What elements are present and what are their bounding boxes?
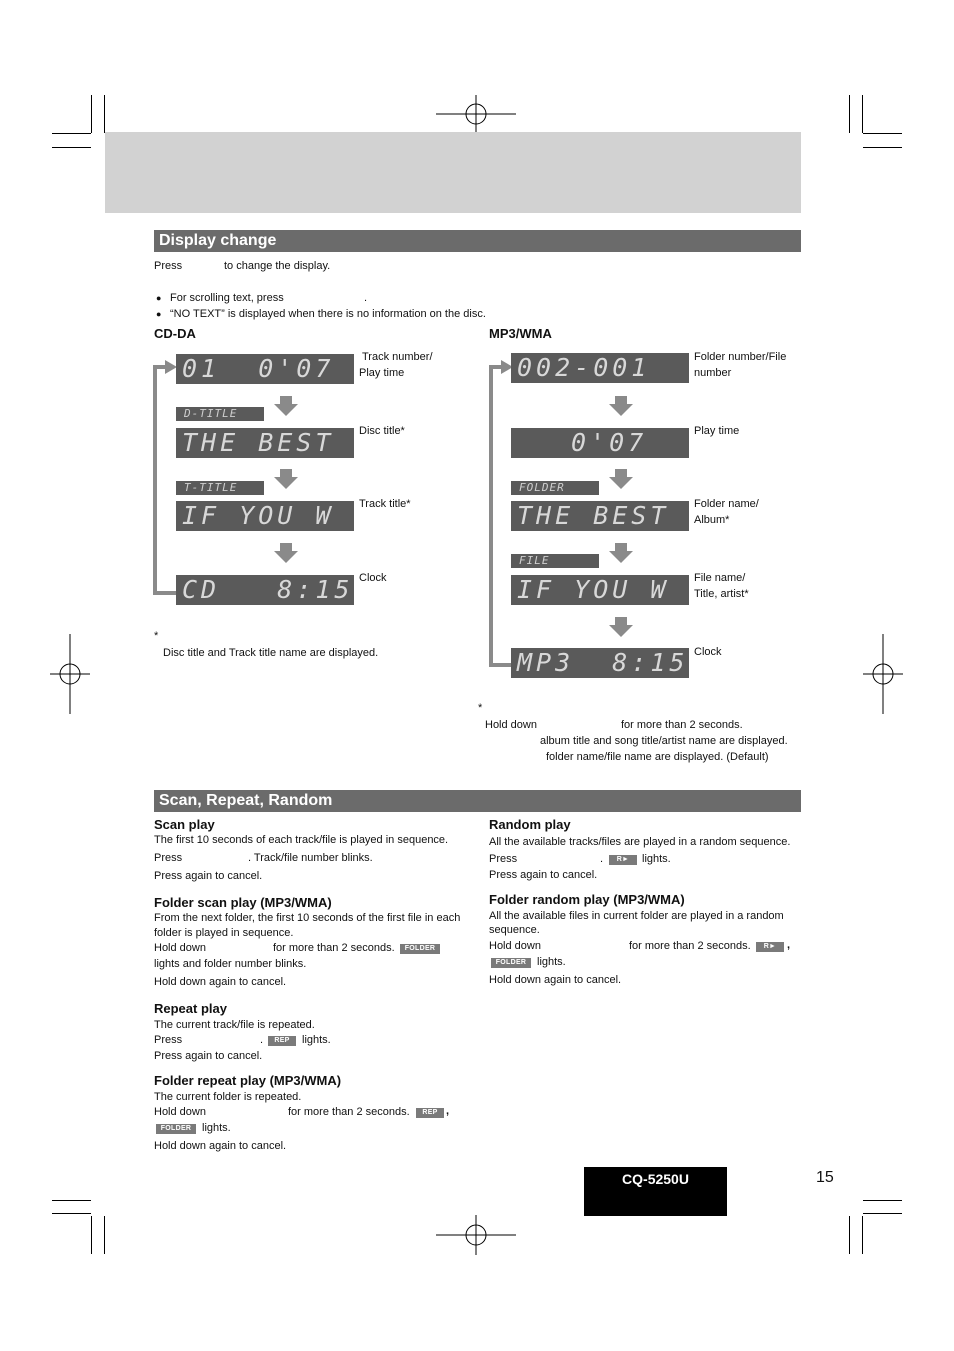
folder-random-text: Hold down again to cancel. [489,974,622,986]
crop-mark [863,147,902,148]
down-arrow-icon [609,396,633,416]
random-indicator-badge: R► [609,855,637,865]
press-text: Press [154,260,183,272]
mp3-label: MP3/WMA [489,326,552,341]
registration-mark-left [50,634,90,714]
crop-mark [849,95,850,133]
crop-mark [52,1200,91,1201]
bullet-scroll-text: For scrolling text, press [170,292,284,304]
footnote-text: Hold down [485,719,537,731]
lcd-tag: D-TITLE [176,407,264,421]
crop-mark [862,95,863,133]
crop-mark [863,133,902,134]
folder-random-text: , [787,939,791,951]
lcd-caption: Clock [359,572,387,584]
random-text: Press [489,853,518,865]
crop-mark [104,1216,105,1254]
lcd-caption: Folder number/File [694,351,787,363]
scan-text: Press again to cancel. [154,870,263,882]
heading-folder-repeat-play: Folder repeat play (MP3/WMA) [154,1073,342,1088]
mp3-loop-line [489,663,512,667]
lcd-caption: Disc title* [359,425,405,437]
folder-indicator-badge: FOLDER [400,944,440,954]
lcd-caption: Album* [694,514,730,526]
crop-mark [862,1216,863,1254]
folder-repeat-text: for more than 2 seconds. [288,1106,410,1118]
rep-indicator-badge: REP [268,1036,296,1046]
folder-indicator-badge: FOLDER [491,958,531,968]
folder-repeat-text: The current folder is repeated. [154,1091,302,1103]
registration-mark-right [863,634,903,714]
down-arrow-icon [609,543,633,563]
folder-scan-text: for more than 2 seconds. [273,942,395,954]
folder-random-text: lights. [537,956,566,968]
down-arrow-icon [274,543,298,563]
crop-mark [91,95,92,133]
lcd-caption: Clock [694,646,722,658]
page-number: 15 [816,1169,834,1186]
crop-mark [52,133,91,134]
bullet-scroll-end: . [364,292,368,304]
lcd-display: IF YOU W [511,575,689,605]
heading-folder-scan-play: Folder scan play (MP3/WMA) [154,895,332,910]
crop-mark [52,1213,91,1214]
bullet-icon: ● [156,293,162,303]
folder-scan-text: folder is played in sequence. [154,927,294,939]
repeat-text: The current track/file is repeated. [154,1019,315,1031]
folder-indicator-badge: FOLDER [156,1124,196,1134]
folder-random-text: sequence. [489,924,540,936]
crop-mark [104,95,105,133]
lcd-caption: Play time [359,367,405,379]
random-text: lights. [642,853,671,865]
repeat-text: Press [154,1034,183,1046]
mp3-loop-line [489,365,493,667]
folder-random-text: for more than 2 seconds. [629,940,751,952]
cdda-loop-line [153,365,157,595]
lcd-display: IF YOU W [176,501,354,531]
lcd-caption: Play time [694,425,740,437]
lcd-caption: Folder name/ [694,498,759,510]
lcd-display: THE BEST [176,428,354,458]
bullet-no-text: “NO TEXT” is displayed when there is no information on the disc. [170,308,486,320]
lcd-tag: FILE [511,554,599,568]
lcd-caption: Track number/ [362,351,433,363]
header-banner [105,132,801,213]
section-title-scan-repeat-random: Scan, Repeat, Random [154,790,801,812]
lcd-caption: number [694,367,732,379]
folder-repeat-text: Hold down [154,1106,206,1118]
heading-random-play: Random play [489,817,571,832]
lcd-display: CD 8:15 [176,575,354,605]
press-tail-text: to change the display. [224,260,331,272]
heading-scan-play: Scan play [154,817,215,832]
footnote-star: * [478,702,483,714]
random-indicator-badge: R► [756,942,784,952]
folder-random-text: All the available files in current folder are played in a random [489,910,784,922]
repeat-text: lights. [302,1034,331,1046]
random-text: All the available tracks/files are played in a random sequence. [489,836,791,848]
lcd-display: 01 0'07 [176,354,354,384]
registration-mark-top [436,95,516,135]
cdda-label: CD-DA [154,326,196,341]
down-arrow-icon [609,469,633,489]
lcd-tag: T-TITLE [176,481,264,495]
folder-scan-text: Hold down [154,942,206,954]
folder-repeat-text: lights. [202,1122,231,1134]
crop-mark [91,1216,92,1254]
folder-scan-text: lights and folder number blinks. [154,958,307,970]
repeat-text: Press again to cancel. [154,1050,263,1062]
folder-random-text: Hold down [489,940,541,952]
bullet-icon: ● [156,309,162,319]
lcd-display: 0'07 [511,428,689,458]
scan-text: . Track/file number blinks. [248,852,373,864]
random-text: . [600,853,604,865]
lcd-tag: FOLDER [511,481,599,495]
rep-indicator-badge: REP [416,1108,444,1118]
crop-mark [863,1200,902,1201]
down-arrow-icon [609,617,633,637]
lcd-caption: Track title* [359,498,411,510]
heading-repeat-play: Repeat play [154,1001,227,1016]
footnote-text: album title and song title/artist name are displayed. [540,735,788,747]
random-text: Press again to cancel. [489,869,598,881]
footnote-text: folder name/file name are displayed. (Default) [546,751,769,763]
crop-mark [863,1213,902,1214]
lcd-display: 002-001 [511,353,689,383]
footnote-text: for more than 2 seconds. [621,719,743,731]
folder-repeat-text: Hold down again to cancel. [154,1140,287,1152]
cdda-loop-line [153,591,177,595]
scan-text: The first 10 seconds of each track/file is played in sequence. [154,834,449,846]
repeat-text: . [260,1034,264,1046]
footnote-star: * [154,630,159,642]
folder-scan-text: Hold down again to cancel. [154,976,287,988]
folder-scan-text: From the next folder, the first 10 seconds of the first file in each [154,912,461,924]
crop-mark [849,1216,850,1254]
lcd-display: MP3 8:15 [511,648,689,678]
crop-mark [52,147,91,148]
lcd-caption: Title, artist* [694,588,749,600]
down-arrow-icon [274,469,298,489]
section-title-display-change: Display change [154,230,801,252]
down-arrow-icon [274,396,298,416]
heading-folder-random-play: Folder random play (MP3/WMA) [489,892,685,907]
model-number: CQ-5250U [584,1167,727,1216]
footnote-text: Disc title and Track title name are displayed. [163,647,379,659]
scan-text: Press [154,852,183,864]
lcd-display: THE BEST [511,501,689,531]
folder-repeat-text: , [446,1105,450,1117]
registration-mark-bottom [436,1215,516,1255]
lcd-caption: File name/ [694,572,746,584]
